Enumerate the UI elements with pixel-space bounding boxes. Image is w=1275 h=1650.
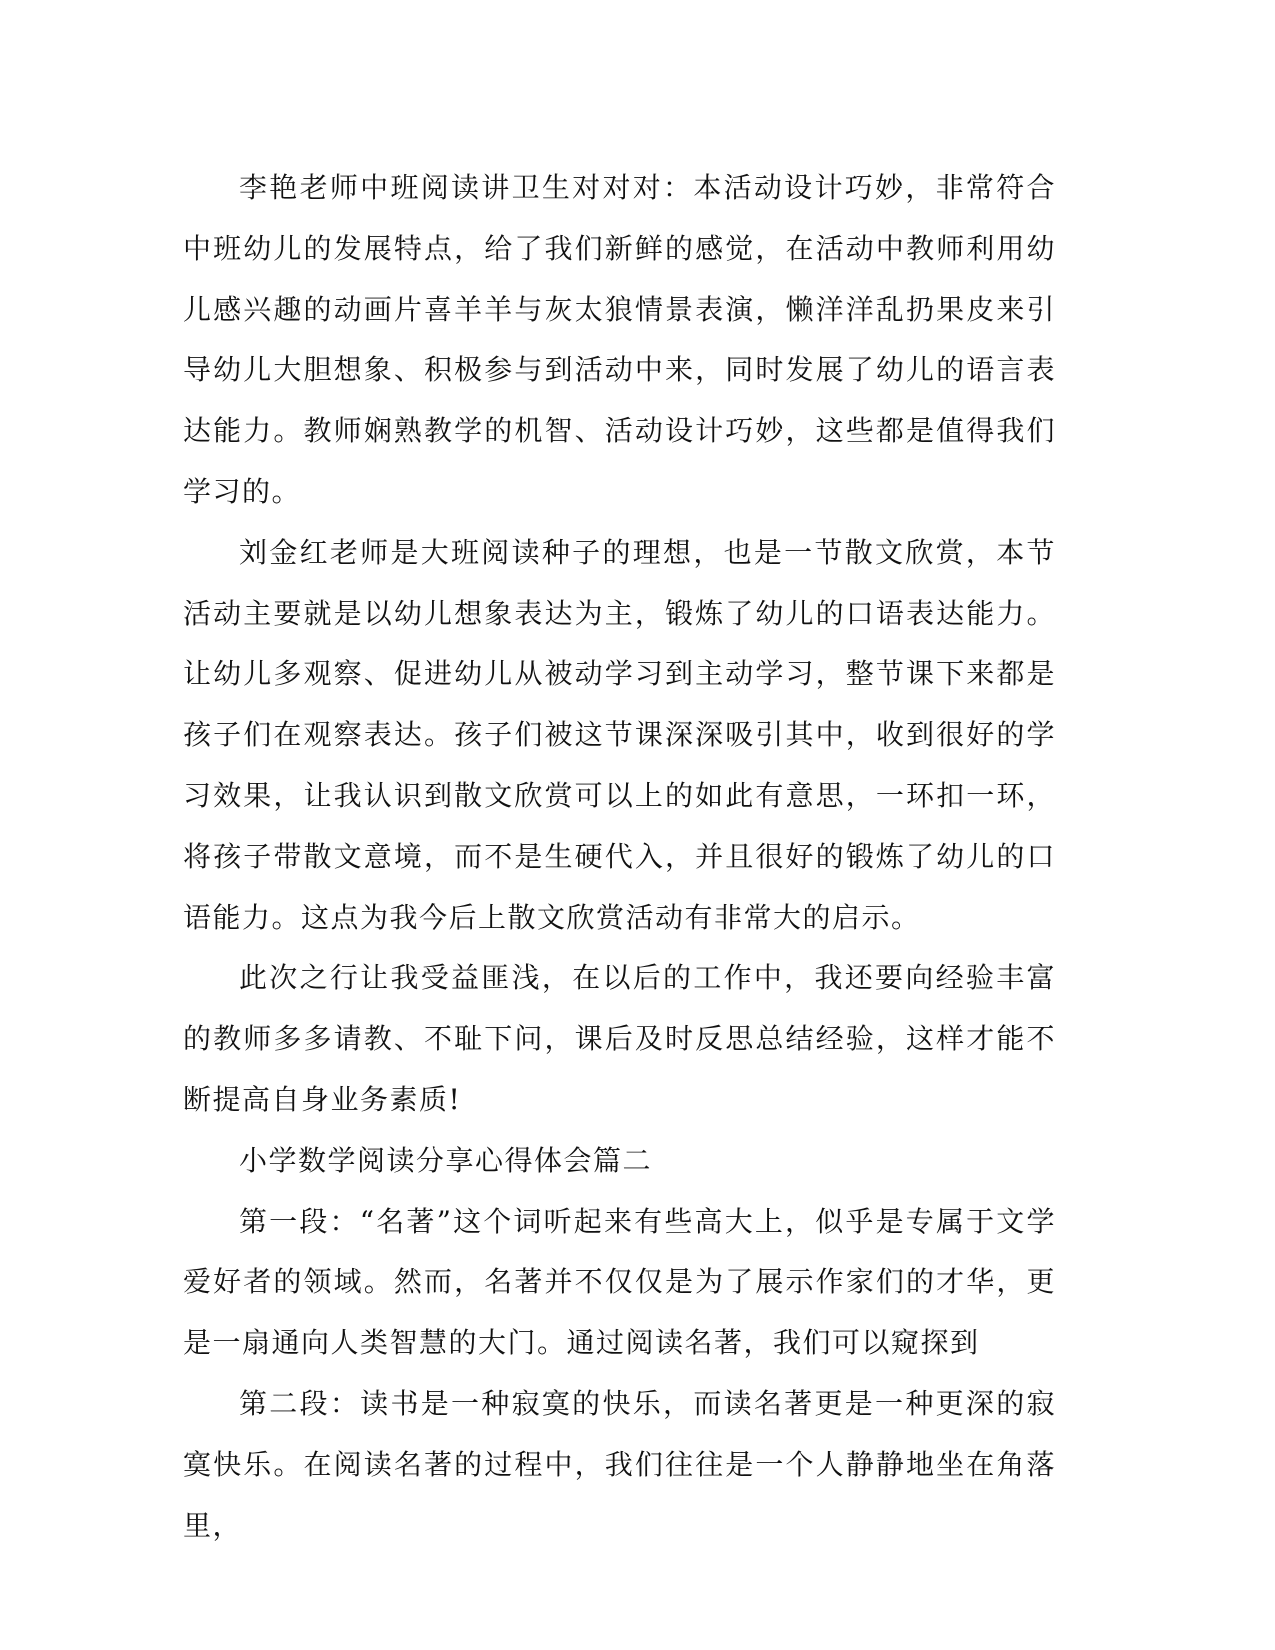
paragraph-teacher-li: 李艳老师中班阅读讲卫生对对对：本活动设计巧妙，非常符合中班幼儿的发展特点，给了我们新鲜的感觉，在活动中教师利用幼儿感兴趣的动画片喜羊羊与灰太狼情景表演，懒洋洋乱扔果皮来引导幼儿大胆想象、积极参与到活动中来，同时发展了幼儿的语言表达能力。教师娴熟教学的机智、活动设计巧妙，这些都是值得我们学习的。: [183, 171, 1056, 508]
paragraph-second-section: 第二段：读书是一种寂寞的快乐，而读名著更是一种更深的寂寞快乐。在阅读名著的过程中，我们往往是一个人静静地坐在角落里，: [183, 1386, 1056, 1542]
paragraph-conclusion: 此次之行让我受益匪浅，在以后的工作中，我还要向经验丰富的教师多多请教、不耻下问，课后及时反思总结经验，这样才能不断提高自身业务素质!: [183, 961, 1056, 1116]
document-body: [183, 158, 1056, 1556]
section-heading: 小学数学阅读分享心得体会篇二: [239, 1143, 653, 1177]
paragraph-teacher-liu: 刘金红老师是大班阅读种子的理想，也是一节散文欣赏，本节活动主要就是以幼儿想象表达为主，锻炼了幼儿的口语表达能力。让幼儿多观察、促进幼儿从被动学习到主动学习，整节课下来都是孩子们在观察表达。孩子们被这节课深深吸引其中，收到很好的学习效果，让我认识到散文欣赏可以上的如此有意思，一环扣一环，将孩子带散文意境，而不是生硬代入，并且很好的锻炼了幼儿的口语能力。这点为我今后上散文欣赏活动有非常大的启示。: [183, 535, 1056, 934]
paragraph-first-section: 第一段：“名著”这个词听起来有些高大上，似乎是专属于文学爱好者的领域。然而，名著并不仅仅是为了展示作家们的才华，更是一扇通向人类智慧的大门。通过阅读名著，我们可以窥探到: [183, 1204, 1056, 1360]
